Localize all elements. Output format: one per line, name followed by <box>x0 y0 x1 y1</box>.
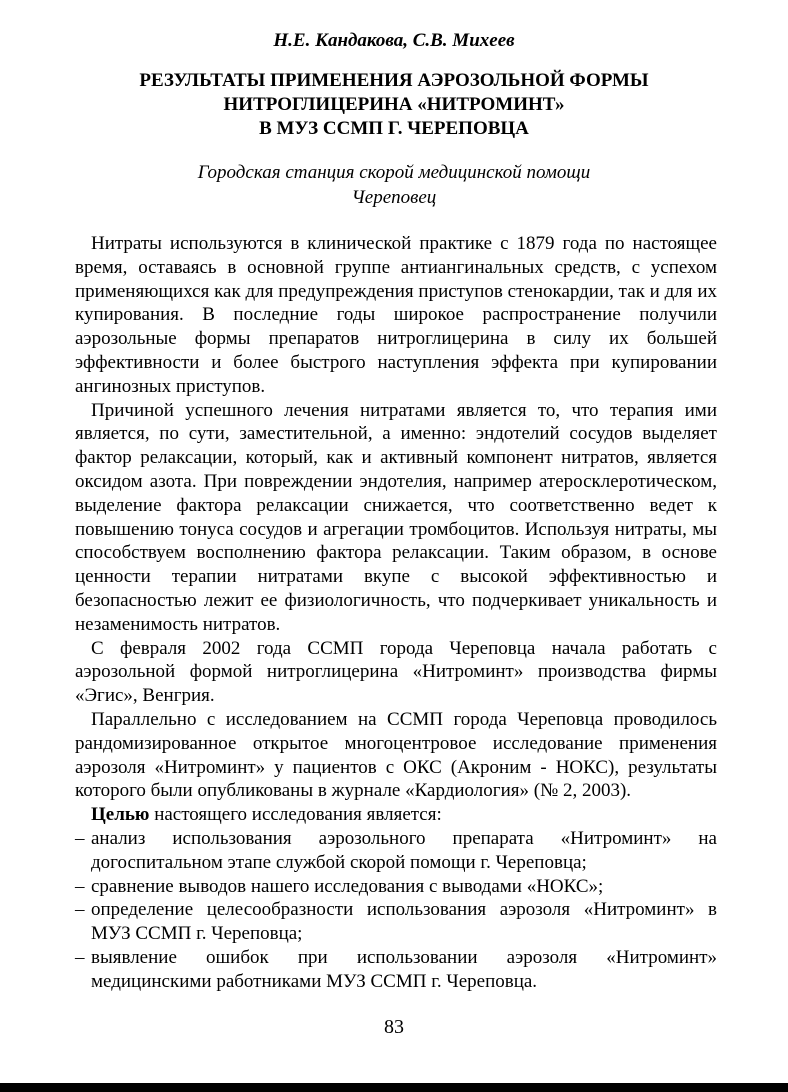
goals-list <box>75 827 717 994</box>
paragraph: Параллельно с исследованием на ССМП города Череповца проводилось рандомизированное открытое многоцентровое исследование применения аэрозоля «Нитроминт» у пациентов с ОКС (Акроним - НОКС), результаты которого были опубликованы в журнале «Кардиология» (№ 2, 2003). <box>75 708 717 802</box>
goal-intro: настоящего исследования является: <box>149 804 442 826</box>
title-line: НИТРОГЛИЦЕРИНА «НИТРОМИНТ» <box>223 94 565 115</box>
affiliation <box>0 160 788 210</box>
goal-item: – анализ использования аэрозольного препарата «Нитроминт» на догоспитальном этапе службой скорой помощи г. Череповца; <box>75 827 717 875</box>
goal-label: Целью <box>91 804 150 826</box>
paragraph: Нитраты используются в клинической практике с 1879 года по настоящее время, оставаясь в основной группе антиангинальных средств, с успехом применяющихся как для предупреждения приступов стенокардии, так и для их купирования. В последние годы широкое распространение получили аэрозольные формы препаратов нитроглицерина в силу их большей эффективности и более быстрого наступления эффекта при купировании ангинозных приступов. <box>75 233 717 397</box>
paragraph: Причиной успешного лечения нитратами является то, что терапия ими является, по сути, заместительной, а именно: эндотелий сосудов выделяет фактор релаксации, который, как и активный компонент нитратов, является оксидом азота. При повреждении эндотелия, например атеросклеротическом, выделение фактора релаксации снижается, что соответственно ведет к повышению тонуса сосудов и агрегации тромбоцитов. Используя нитраты, мы способствуем восполнению фактора релаксации. Таким образом, в основе ценности терапии нитратами вкупе с высокой эффективностью и безопасностью лежит ее физиологичность, что подчеркивает уникальность и незаменимость нитратов. <box>75 399 717 635</box>
scan-edge <box>0 1083 788 1092</box>
title-line: РЕЗУЛЬТАТЫ ПРИМЕНЕНИЯ АЭРОЗОЛЬНОЙ ФОРМЫ <box>139 70 649 91</box>
goal-item: – выявление ошибок при использовании аэрозоля «Нитроминт» медицинскими работниками МУЗ ССМП г. Череповца. <box>75 946 717 994</box>
title-line: В МУЗ ССМП Г. ЧЕРЕПОВЦА <box>259 118 529 139</box>
page-number: 83 <box>384 1016 404 1038</box>
article-title <box>0 69 788 141</box>
affiliation-city: Череповец <box>351 187 437 208</box>
authors: Н.Е. Кандакова, С.В. Михеев <box>273 30 515 51</box>
paragraph: С февраля 2002 года ССМП города Череповца начала работать с аэрозольной формой нитроглицерина «Нитроминт» производства фирмы «Эгис», Венгрия. <box>75 637 717 707</box>
article-body <box>75 232 717 994</box>
affiliation-line: Городская станция скорой медицинской помощи <box>197 162 591 183</box>
goal-item: – определение целесообразности использования аэрозоля «Нитроминт» в МУЗ ССМП г. Череповца; <box>75 898 717 946</box>
goal-intro-paragraph <box>75 803 717 827</box>
goal-item: – сравнение выводов нашего исследования с выводами «НОКС»; <box>75 875 717 899</box>
